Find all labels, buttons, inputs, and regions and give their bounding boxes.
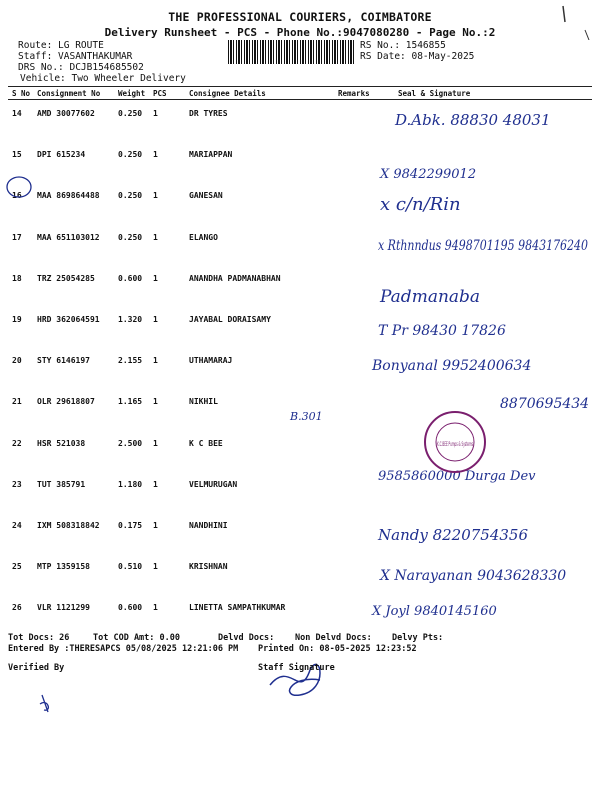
company-stamp	[425, 412, 485, 472]
row-consignee: UTHAMARAJ	[189, 356, 233, 366]
row-weight: 0.250	[118, 150, 143, 160]
row-weight: 0.600	[118, 603, 143, 613]
row-consignment-no: HRD 362064591	[37, 315, 100, 324]
remark-row21: B.301	[290, 410, 323, 423]
vehicle-label: Vehicle: Two Wheeler Delivery	[20, 73, 186, 84]
row-sno: 25	[12, 562, 22, 572]
row-consignment-no: OLR 29618807	[37, 397, 95, 407]
row-consignee: KRISHNAN	[189, 562, 228, 572]
col-consignee: Consignee Details	[189, 89, 266, 98]
row-pcs: 1	[153, 273, 158, 283]
col-remarks: Remarks	[338, 89, 370, 98]
row-weight: 0.250	[118, 191, 143, 201]
row-sno: 23	[12, 479, 22, 489]
verified-signature-scribble-icon	[40, 695, 48, 712]
row-weight: 2.500	[118, 438, 143, 448]
row-consignee: VELMURUGAN	[189, 479, 238, 489]
rs-date: RS Date: 08-May-2025	[360, 51, 475, 62]
sig-row25: X Narayanan 9043628330	[380, 568, 567, 584]
row-consignment-no: HSR 521038	[37, 438, 86, 448]
sig-row19: T Pr 98430 17826	[378, 323, 506, 339]
row-consignment-no: VLR 1121299	[37, 603, 90, 613]
printed-on: Printed On: 08-05-2025 12:23:52	[258, 644, 417, 654]
row-consignment-no: IXM 508318842	[37, 521, 100, 530]
row-sno: 15	[12, 150, 22, 160]
row-consignee: LINETTA SAMPATHKUMAR	[189, 603, 286, 613]
row-sno: 22	[12, 438, 22, 448]
row-consignee: NANDHINI	[189, 521, 228, 530]
row-weight: 1.165	[118, 397, 143, 407]
row-consignee: DR TYRES	[189, 109, 228, 118]
row-pcs: 1	[153, 397, 158, 407]
sig-row15: X 9842299012	[380, 167, 477, 182]
verified-by-label: Verified By	[8, 663, 65, 673]
total-docs: Tot Docs: 26	[8, 633, 70, 643]
row-consignment-no: MAA 651103012	[37, 232, 100, 242]
col-sno: S No	[12, 89, 31, 98]
staff-signature-label: Staff Signature	[258, 663, 335, 673]
row-consignee: JAYABAL DORAISAMY	[189, 315, 271, 324]
row-consignment-no: STY 6146197	[37, 356, 90, 366]
runsheet-subtitle: Delivery Runsheet - PCS - Phone No.:9047080280 - Page No.:2	[104, 26, 496, 39]
row-sno: 20	[12, 356, 22, 366]
sig-row14: D.Abk. 88830 48031	[395, 111, 551, 129]
row-sno: 16	[12, 191, 22, 201]
sig-row20: Bonyanal 9952400634	[372, 358, 532, 374]
col-signature: Seal & Signature	[398, 89, 471, 98]
row-consignment-no: DPI 615234	[37, 150, 86, 160]
row-sno: 19	[12, 315, 22, 324]
sig-row23: 9585860000 Durga Dev	[378, 469, 536, 484]
row-pcs: 1	[153, 315, 158, 324]
row-consignee: K C BEE	[189, 438, 223, 448]
row-consignee: NIKHIL	[189, 397, 218, 407]
row-consignment-no: AMD 30077602	[37, 109, 95, 118]
row-sno: 24	[12, 521, 22, 530]
row-weight: 2.155	[118, 356, 143, 366]
sig-row16: x c/n/Rin	[380, 194, 461, 215]
row-weight: 0.250	[118, 232, 143, 242]
staff-label: Staff: VASANTHAKUMAR	[18, 51, 133, 62]
row-weight: 1.180	[118, 479, 143, 489]
delivery-points: Delvy Pts:	[392, 633, 444, 643]
stamp-text: K.C.BEE Pumps & Systems	[437, 441, 473, 448]
route-label: Route: LG ROUTE	[18, 40, 104, 51]
row-pcs: 1	[153, 479, 158, 489]
company-title: THE PROFESSIONAL COURIERS, COIMBATORE	[168, 10, 432, 24]
row-weight: 0.250	[118, 109, 143, 118]
sig-row18: Padmanaba	[380, 287, 481, 307]
delivered-docs: Delvd Docs:	[218, 633, 275, 643]
sig-row17: x Rthnndus 9498701195 9843176240	[378, 238, 589, 254]
row-consignee: ANANDHA PADMANABHAN	[189, 273, 281, 283]
row-consignment-no: MTP 1359158	[37, 562, 90, 572]
row-pcs: 1	[153, 109, 158, 118]
row-pcs: 1	[153, 603, 158, 613]
row-sno: 21	[12, 397, 22, 407]
non-delivered-docs: Non Delvd Docs:	[295, 633, 372, 643]
row-pcs: 1	[153, 562, 158, 572]
row-pcs: 1	[153, 356, 158, 366]
row-weight: 1.320	[118, 315, 143, 324]
total-cod: Tot COD Amt: 0.00	[93, 633, 180, 643]
entered-by: Entered By :THERESAPCS 05/08/2025 12:21:06 PM	[8, 644, 239, 654]
row-sno: 18	[12, 273, 22, 283]
col-consignment: Consignment No	[37, 89, 101, 98]
row-pcs: 1	[153, 232, 158, 242]
col-pcs: PCS	[153, 89, 167, 98]
sig-row21: 8870695434	[500, 396, 590, 412]
row-sno: 14	[12, 109, 22, 118]
rs-number: RS No.: 1546855	[360, 40, 446, 51]
col-weight: Weight	[118, 89, 146, 98]
row-consignment-no: MAA 869864488	[37, 191, 100, 201]
row-pcs: 1	[153, 521, 158, 530]
row-consignment-no: TRZ 25054285	[37, 273, 95, 283]
row-pcs: 1	[153, 438, 158, 448]
row-consignee: MARIAPPAN	[189, 150, 233, 160]
drs-number: DRS No.: DCJB154685502	[18, 62, 144, 73]
row-weight: 0.510	[118, 562, 143, 572]
row-sno: 26	[12, 603, 22, 613]
sig-row26: X Joyl 9840145160	[372, 604, 497, 619]
row-consignment-no: TUT 385791	[37, 479, 86, 489]
row-pcs: 1	[153, 191, 158, 201]
sig-row24: Nandy 8220754356	[378, 526, 529, 544]
row-weight: 0.600	[118, 273, 143, 283]
row-consignee: GANESAN	[189, 191, 223, 201]
row-consignee: ELANGO	[189, 232, 218, 242]
row-weight: 0.175	[118, 521, 143, 530]
row-sno: 17	[12, 232, 22, 242]
row-pcs: 1	[153, 150, 158, 160]
circle-mark-icon	[7, 177, 31, 197]
